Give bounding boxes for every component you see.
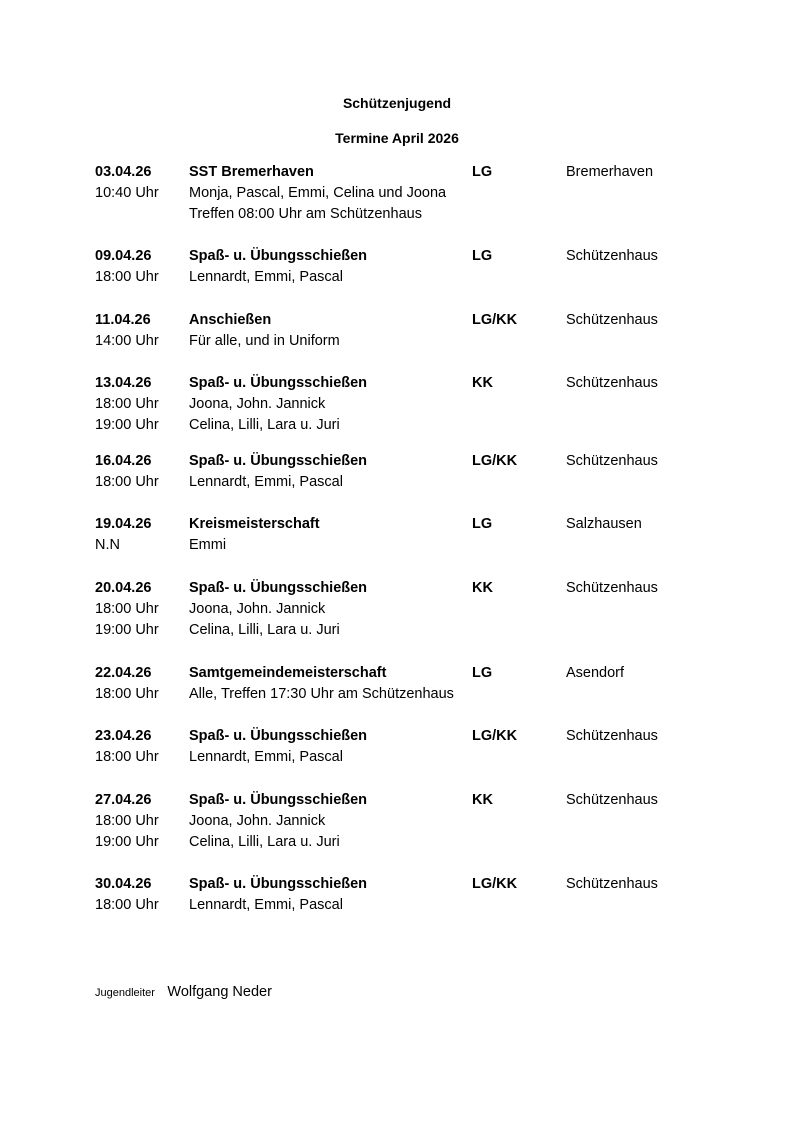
entry-date: 23.04.26 <box>95 728 152 744</box>
entry-detail-text: Für alle, und in Uniform <box>189 333 340 349</box>
entry-event: Spaß- u. Übungsschießen <box>189 248 368 264</box>
entry-location: Schützenhaus <box>566 792 658 808</box>
entry-event: Spaß- u. Übungsschießen <box>189 580 368 596</box>
entry-detail-row <box>0 813 794 834</box>
entry-date: 03.04.26 <box>95 164 152 180</box>
entry-location: Schützenhaus <box>566 580 658 596</box>
entry-date: 27.04.26 <box>95 792 152 808</box>
entry-time: 10:40 Uhr <box>95 185 159 201</box>
entry-type: KK <box>472 792 493 808</box>
entry-header-row <box>0 375 794 396</box>
entry-header-row <box>0 792 794 813</box>
entry-detail-text: Treffen 08:00 Uhr am Schützenhaus <box>189 206 422 222</box>
entry-location: Schützenhaus <box>566 375 658 391</box>
entry-time: N.N <box>95 537 120 553</box>
footer <box>95 983 272 1001</box>
entry-header-row <box>0 665 794 686</box>
entry-time: 18:00 Uhr <box>95 269 159 285</box>
entry-time: 18:00 Uhr <box>95 686 159 702</box>
entry-time: 19:00 Uhr <box>95 417 159 433</box>
entry-time: 18:00 Uhr <box>95 474 159 490</box>
entry-time: 18:00 Uhr <box>95 813 159 829</box>
entry-time: 18:00 Uhr <box>95 749 159 765</box>
entry-event: Spaß- u. Übungsschießen <box>189 876 368 892</box>
entry-detail-text: Emmi <box>189 537 227 553</box>
entry-detail-row <box>0 537 794 558</box>
entry-detail-text: Celina, Lilli, Lara u. Juri <box>189 622 340 638</box>
entry-type: LG/KK <box>472 728 518 744</box>
entry-detail-row <box>0 622 794 643</box>
entry-header-row <box>0 728 794 749</box>
entry-date: 13.04.26 <box>95 375 152 391</box>
entry-type: LG <box>472 516 493 532</box>
entry-detail-row <box>0 749 794 770</box>
entry-detail-row <box>0 834 794 855</box>
entry-detail-text: Celina, Lilli, Lara u. Juri <box>189 417 340 433</box>
footer-name: Wolfgang Neder <box>167 984 272 1000</box>
entry-detail-text: Lennardt, Emmi, Pascal <box>189 897 343 913</box>
entry-detail-row <box>0 185 794 206</box>
entry-detail-row <box>0 206 794 227</box>
entry-event: Spaß- u. Übungsschießen <box>189 792 368 808</box>
entry-location: Asendorf <box>566 665 625 681</box>
entry-date: 22.04.26 <box>95 665 152 681</box>
entry-type: LG/KK <box>472 876 518 892</box>
entry-type: LG/KK <box>472 453 518 469</box>
entry-detail-text: Celina, Lilli, Lara u. Juri <box>189 834 340 850</box>
entry-header-row <box>0 516 794 537</box>
entry-detail-row <box>0 417 794 438</box>
entry-location: Schützenhaus <box>566 248 658 264</box>
entry-detail-text: Joona, John. Jannick <box>189 601 326 617</box>
entry-event: Samtgemeindemeisterschaft <box>189 665 387 681</box>
entry-event: SST Bremerhaven <box>189 164 314 180</box>
entry-detail-row <box>0 601 794 622</box>
entry-detail-row <box>0 686 794 707</box>
entry-time: 19:00 Uhr <box>95 622 159 638</box>
entry-header-row <box>0 453 794 474</box>
entry-detail-row <box>0 269 794 290</box>
entry-detail-row <box>0 474 794 495</box>
entry-time: 14:00 Uhr <box>95 333 159 349</box>
entry-header-row <box>0 876 794 897</box>
entry-date: 09.04.26 <box>95 248 152 264</box>
entry-type: LG <box>472 665 493 681</box>
page-title: Schützenjugend <box>342 95 452 111</box>
entry-date: 16.04.26 <box>95 453 152 469</box>
entry-header-row <box>0 312 794 333</box>
entry-type: LG <box>472 164 493 180</box>
entry-event: Spaß- u. Übungsschießen <box>189 728 368 744</box>
entry-date: 20.04.26 <box>95 580 152 596</box>
entry-type: KK <box>472 580 493 596</box>
entry-detail-text: Monja, Pascal, Emmi, Celina und Joona <box>189 185 447 201</box>
entry-date: 11.04.26 <box>95 312 151 328</box>
entry-location: Schützenhaus <box>566 312 658 328</box>
entry-time: 19:00 Uhr <box>95 834 159 850</box>
entry-event: Kreismeisterschaft <box>189 516 320 532</box>
entry-detail-text: Lennardt, Emmi, Pascal <box>189 474 343 490</box>
entry-detail-row <box>0 897 794 918</box>
entry-detail-row <box>0 396 794 417</box>
entry-location: Schützenhaus <box>566 728 658 744</box>
entry-location: Schützenhaus <box>566 876 658 892</box>
entry-event: Spaß- u. Übungsschießen <box>189 375 368 391</box>
entry-detail-text: Joona, John. Jannick <box>189 813 326 829</box>
footer-label: Jugendleiter <box>95 987 155 999</box>
entry-header-row <box>0 248 794 269</box>
entry-type: KK <box>472 375 493 391</box>
entry-detail-text: Joona, John. Jannick <box>189 396 326 412</box>
page-subtitle: Termine April 2026 <box>335 130 459 146</box>
entry-detail-text: Lennardt, Emmi, Pascal <box>189 749 343 765</box>
entry-date: 19.04.26 <box>95 516 152 532</box>
entry-location: Bremerhaven <box>566 164 654 180</box>
entry-detail-text: Alle, Treffen 17:30 Uhr am Schützenhaus <box>189 686 454 702</box>
entry-detail-text: Lennardt, Emmi, Pascal <box>189 269 343 285</box>
entry-event: Anschießen <box>189 312 272 328</box>
entry-type: LG/KK <box>472 312 518 328</box>
entry-time: 18:00 Uhr <box>95 396 159 412</box>
entry-detail-row <box>0 333 794 354</box>
entry-type: LG <box>472 248 493 264</box>
entry-header-row <box>0 164 794 185</box>
entry-time: 18:00 Uhr <box>95 601 159 617</box>
entry-location: Salzhausen <box>566 516 642 532</box>
entry-location: Schützenhaus <box>566 453 658 469</box>
entry-time: 18:00 Uhr <box>95 897 159 913</box>
entry-date: 30.04.26 <box>95 876 152 892</box>
entry-header-row <box>0 580 794 601</box>
entry-event: Spaß- u. Übungsschießen <box>189 453 368 469</box>
